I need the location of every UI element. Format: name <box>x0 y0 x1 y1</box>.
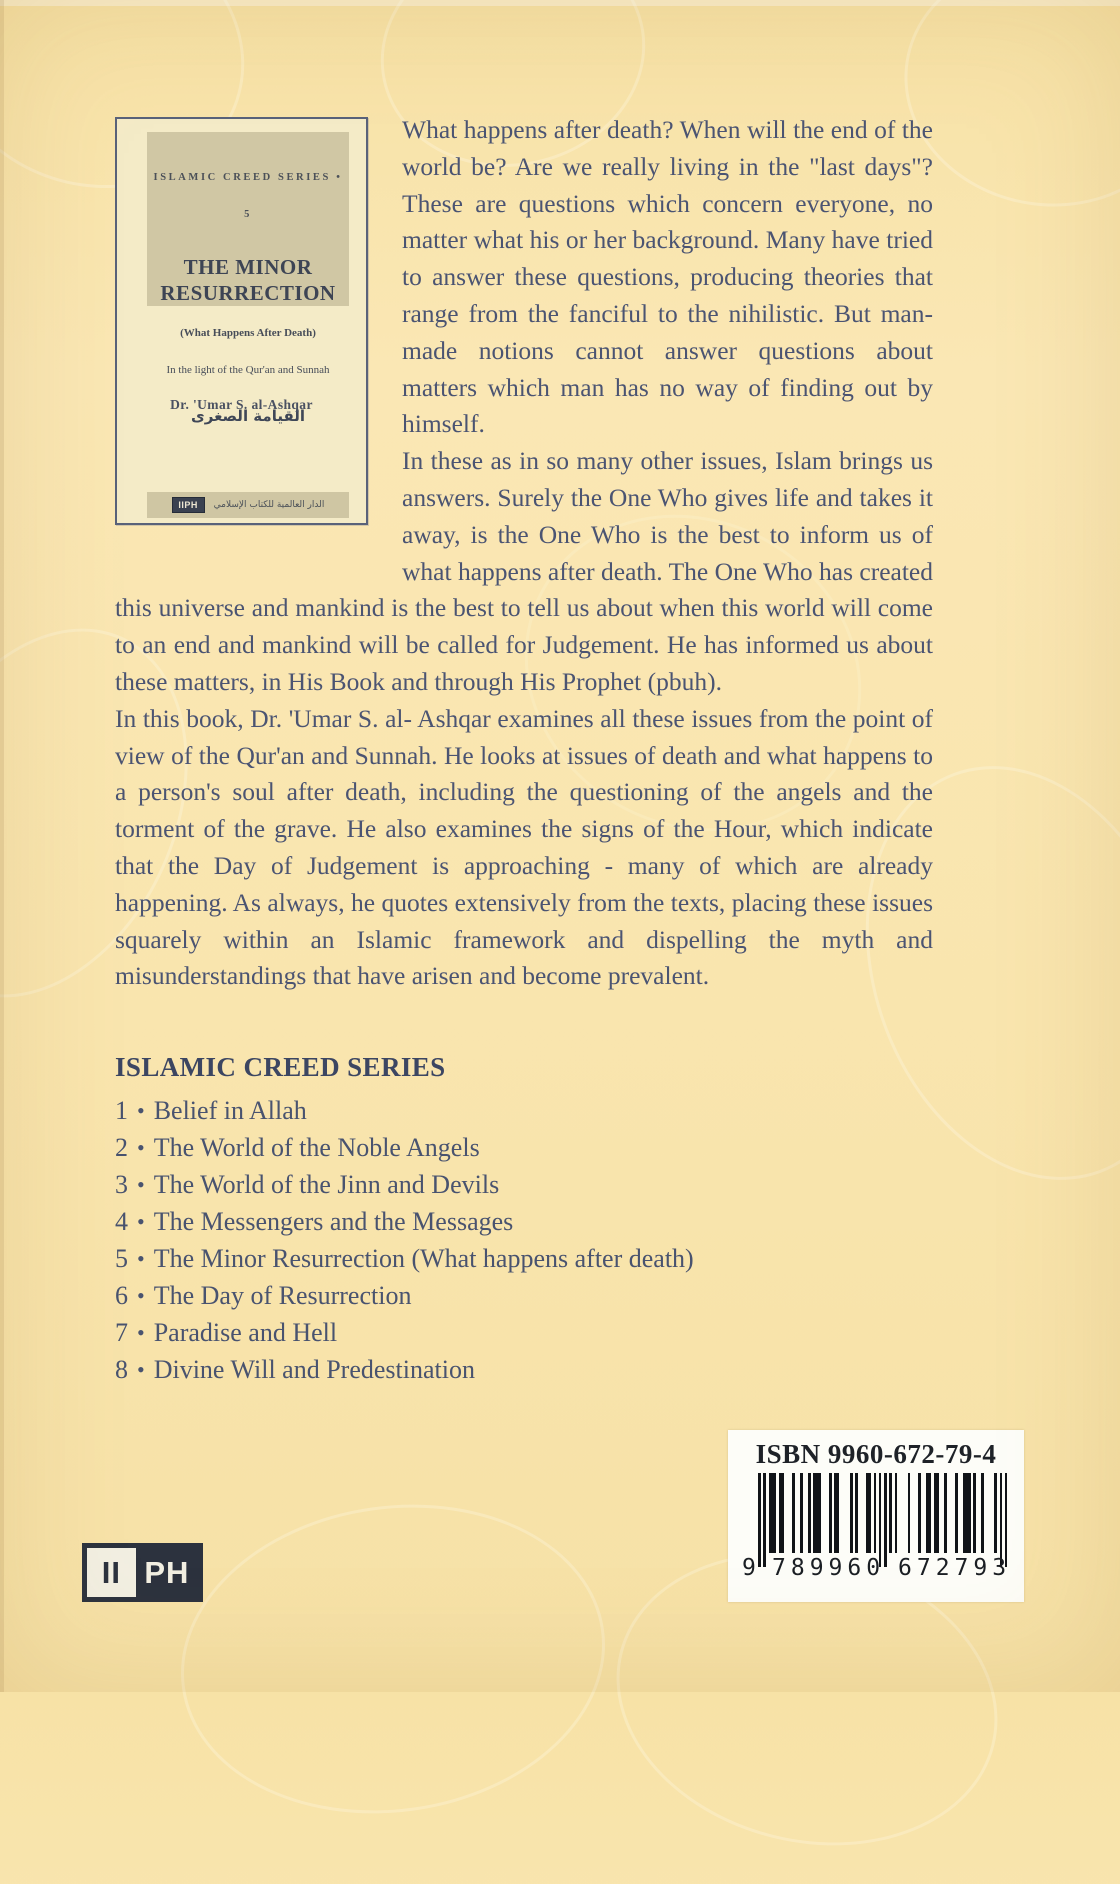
publisher-arabic-name: الدار العالمية للكتاب الإسلامي <box>213 500 325 510</box>
calligraphy-watermark <box>161 1478 625 1840</box>
barcode-digits-right: 672793 <box>898 1555 1012 1581</box>
cover-title-line2: RESURRECTION <box>160 280 336 305</box>
blurb-paragraph-1: What happens after death? When will the end of the world be? Are we really living in the "last days"? These are questions which concern everyone, no matter what his or her background. Many have tried to answer these questions, producing theories that range from the fanciful to the nihilistic. But man-made notions cannot answer questions about matters which man has no way of finding out by himself. <box>402 115 933 439</box>
series-item-bullet: • <box>137 1245 145 1271</box>
series-item-title: The Messengers and the Messages <box>153 1206 514 1236</box>
series-item <box>115 1129 933 1166</box>
series-item-bullet: • <box>137 1134 145 1160</box>
series-item-bullet: • <box>137 1356 145 1382</box>
blurb-paragraph-2: In these as in so many other issues, Islam brings us answers. Surely the One Who gives life and takes it away, is the One Who is the best to inform us of what happens after death. The One Who has created this universe and mankind is the best to tell us about when this world will come to an end and mankind will be called for Judgement. He has informed us about these matters, in His Book and through His Prophet (pbuh). <box>115 446 933 696</box>
barcode-digits-left: 789960 <box>772 1555 886 1581</box>
series-item-bullet: • <box>137 1282 145 1308</box>
cover-title <box>147 254 349 306</box>
front-cover-thumbnail <box>115 117 368 525</box>
barcode-digits <box>742 1549 1010 1579</box>
series-item <box>115 1092 933 1129</box>
series-item-bullet: • <box>137 1208 145 1234</box>
scan-edge-highlight <box>0 0 1120 6</box>
cover-title-line1: THE MINOR <box>183 254 313 279</box>
cover-subtitle-2: In the light of the Qur'an and Sunnah <box>166 364 330 377</box>
series-item-number: 4 <box>115 1206 128 1236</box>
series-item <box>115 1240 933 1277</box>
series-item-title: Belief in Allah <box>153 1095 307 1125</box>
series-item <box>115 1277 933 1314</box>
cover-author: Dr. 'Umar S. al-Ashqar <box>170 397 313 412</box>
series-item-title: Divine Will and Predestination <box>153 1354 475 1384</box>
iiph-logo-right-text: PH <box>136 1548 198 1597</box>
series-list <box>115 1092 933 1388</box>
ean13-barcode <box>742 1473 1010 1591</box>
cover-arabic-title: القيامة الصغرى <box>190 407 306 426</box>
series-item-number: 1 <box>115 1095 128 1125</box>
series-item-number: 5 <box>115 1243 128 1273</box>
series-item-title: The World of the Jinn and Devils <box>153 1169 500 1199</box>
series-item <box>115 1314 933 1351</box>
isbn-number: ISBN 9960-672-79-4 <box>755 1439 997 1469</box>
blurb-paragraph-3: In this book, Dr. 'Umar S. al- Ashqar examines all these issues from the point of view of the Qur'an and Sunnah. He looks at issues of death and what happens to a person's soul after death, including the questioning of the angels and the torment of the grave. He also examines the signs of the Hour, which indicate that the Day of Judgement is approaching - many of which are already happening. As always, he quotes extensively from the texts, placing these issues squarely within an Islamic framework and dispelling the myth and misunderstandings that have arisen and become prevalent. <box>115 703 933 991</box>
series-item <box>115 1351 933 1388</box>
iiph-logo-left-text: II <box>101 1555 122 1590</box>
back-cover-text <box>115 112 933 1388</box>
cover-series-line: ISLAMIC CREED SERIES • 5 <box>153 172 343 220</box>
series-item-bullet: • <box>137 1097 145 1123</box>
cover-publisher-strip <box>147 492 349 518</box>
series-item-bullet: • <box>137 1319 145 1345</box>
series-item <box>115 1166 933 1203</box>
cover-subtitle-1: (What Happens After Death) <box>180 326 316 339</box>
series-item-title: The Day of Resurrection <box>153 1280 412 1310</box>
series-item-bullet: • <box>137 1171 145 1197</box>
series-item-number: 3 <box>115 1169 128 1199</box>
scan-edge-shadow <box>0 0 4 1692</box>
series-item-number: 8 <box>115 1354 128 1384</box>
series-item-title: The Minor Resurrection (What happens after death) <box>153 1243 694 1273</box>
series-item-number: 6 <box>115 1280 128 1310</box>
iiph-logo <box>82 1543 203 1602</box>
series-item-number: 7 <box>115 1317 128 1347</box>
isbn-barcode-panel <box>728 1430 1024 1602</box>
series-heading: ISLAMIC CREED SERIES <box>115 1052 446 1083</box>
series-item <box>115 1203 933 1240</box>
barcode-digit-first: 9 <box>742 1555 756 1581</box>
series-item-title: Paradise and Hell <box>153 1317 338 1347</box>
series-item-number: 2 <box>115 1132 128 1162</box>
iiph-logo-small: IIPH <box>172 497 205 513</box>
series-item-title: The World of the Noble Angels <box>153 1132 480 1162</box>
